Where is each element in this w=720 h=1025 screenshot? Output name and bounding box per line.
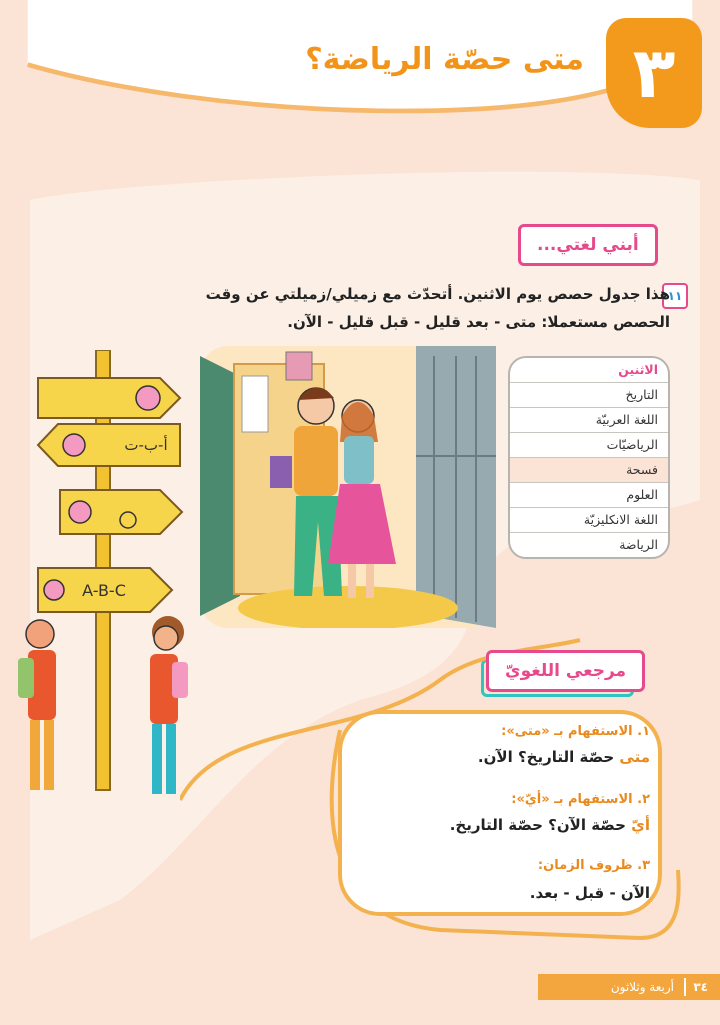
schedule-row: الرياضة — [619, 537, 658, 552]
grammar-item-2-example — [350, 816, 650, 834]
instruction-text: هذا جدول حصص يوم الاثنين. أتحدّث مع زميلي/زميلتي عن وقت الحصص مستعملا: متى - بعد قليل - قبل قليل - الآن. — [205, 285, 670, 331]
schedule-row: الرياضيّات — [510, 433, 668, 458]
hallway-illustration — [200, 346, 496, 628]
section-heading-language-reference: مرجعي اللغويّ — [486, 650, 645, 692]
schedule-row: التاريخ — [510, 383, 668, 408]
grammar-item-2-accent: أيّ — [631, 816, 650, 834]
grammar-item-2-heading: ٢. الاستفهام بـ «أيّ»: — [511, 792, 650, 807]
grammar-item-1-example — [350, 748, 650, 766]
schedule-row: اللغة العربيّة — [510, 408, 668, 433]
sign-arabic-letters: أ-ب-ت — [124, 436, 168, 454]
schedule-row: اللغة الانكليزيّة — [510, 508, 668, 533]
grammar-item-2-rest: حصّة الآن؟ حصّة التاريخ. — [449, 816, 632, 834]
footer-divider — [684, 978, 686, 996]
schedule-row-break: فسحة — [510, 458, 668, 483]
page-number-words: أربعة وثلاثون — [610, 980, 674, 994]
grammar-item-3-example: الآن - قبل - بعد. — [529, 884, 650, 902]
schedule-row: العلوم — [510, 483, 668, 508]
page-number: ٣٤ — [693, 980, 708, 994]
section-heading-build-language: أبني لغتي... — [518, 224, 658, 266]
grammar-item-1-accent: متى — [619, 748, 650, 766]
grammar-item-1-heading: ١. الاستفهام بـ «متى»: — [501, 724, 650, 739]
page-footer — [538, 974, 720, 1000]
lesson-title: متى حصّة الرياضة؟ — [305, 42, 584, 77]
monday-schedule — [508, 356, 670, 559]
sign-latin-letters: A-B-C — [82, 581, 126, 600]
lesson-number: ٣ — [606, 18, 702, 128]
grammar-item-1-rest: حصّة التاريخ؟ الآن. — [477, 748, 620, 766]
activity-number-icon: ١١ — [662, 283, 688, 309]
grammar-item-3-heading: ٣. ظروف الزمان: — [537, 858, 650, 873]
schedule-day: الاثنين — [510, 358, 668, 383]
